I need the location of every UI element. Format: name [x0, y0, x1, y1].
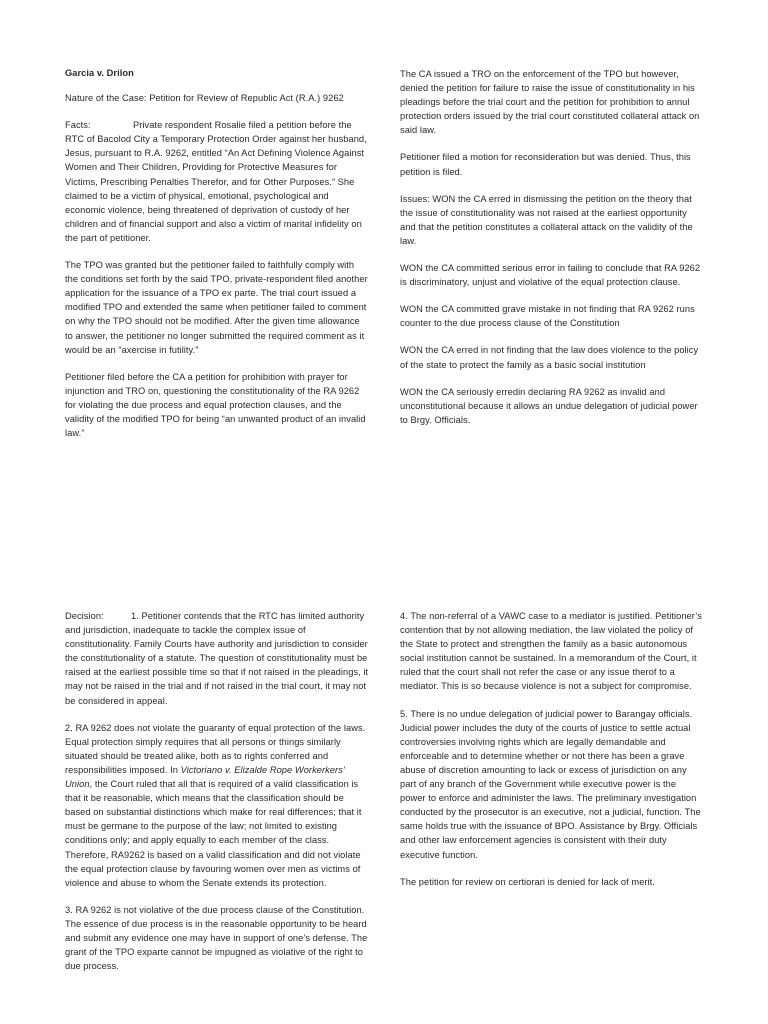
conclusion-paragraph: The petition for review on certiorari is denied for lack of merit.: [400, 876, 655, 887]
case-title: Garcia v. Drilon: [65, 68, 134, 78]
decision-2-case-name: Victoriano v. Elizalde Rope Workerkers’ Union: [65, 764, 345, 790]
decision-2-text-after: , the Court ruled that all that is required of a valid classification is that it be reasonable, which means that the classification should be based on substantial distinctions which make for real differences; that it must be germane to the purpose of the law; not limited to existing conditions only; and apply equally to each member of the class. Therefore, RA9262 is based on a valid classification and did not violate the equal protection clause by favouring women over men as victims of violence and abuse to whom the Senate extends its protection.: [65, 779, 362, 888]
decision-1-text: 1. Petitioner contends that the RTC has limited authority and jurisdiction, inadequate to tackle the complex issue of constitutionality. Family Courts have authority and jurisdiction to consider the constitutionality of a statute. The question of constitutionality must be raised at the earliest possible time so that if not raised in the pleadings, it may not be raised in the trial and if not raised in the trial court, it may not be considered in appeal.: [65, 611, 369, 706]
tro-paragraph: The CA issued a TRO on the enforcement of the TPO but however, denied the petition for failure to raise the issue of constitutionality in his pleadings before the trial court and the petition for prohibition to annul protection orders issued by the trial court constituted collateral attack on said law.: [400, 69, 700, 136]
issue-4: WON the CA erred in not finding that the law does violence to the policy of the state to protect the family as a basic social institution: [400, 345, 699, 370]
issue-5: WON the CA seriously erredin declaring RA 9262 as invalid and unconstitutional because it allows an undue delegation of judicial power to Brgy. Officials.: [400, 386, 698, 425]
facts-paragraph: [65, 118, 369, 245]
decision-3-paragraph: 3. RA 9262 is not violative of the due process clause of the Constitution. The essence of due process is in the reasonable opportunity to be heard and submit any evidence one may have in support of one’s defense. The grant of the TPO exparte cannot be impugned as violative of the right to due process.: [65, 904, 368, 972]
top-left-column: [65, 66, 369, 453]
facts-text: Private respondent Rosalie filed a petition before the RTC of Bacolod City a Temporary Protection Order against her husband, Jesus, pursuant to R.A. 9262, entitled “An Act Defining Violence Against Women and Their Children, Providing for Protective Measures for Victims, Prescribing Penalties Therefor, and for Other Purposes.” She claimed to be a victim of physical, emotional, psychological and economic violence, being threatened of deprivation of custody of her children and of financial support and also a victim of marital infidelity on the part of petitioner.: [65, 120, 367, 243]
tpo-paragraph: The TPO was granted but the petitioner failed to faithfully comply with the conditions set forth by the said TPO, private-respondent filed another application for the issuance of a TPO ex parte. The trial court issued a modified TPO and extended the same when petitioner failed to comment on why the TPO should not be modified. After the given time allowance to answer, the petitioner no longer submitted the required comment as it would be an “axercise in futility.”: [65, 260, 368, 355]
decision-2-paragraph: [65, 721, 369, 890]
decision-4-paragraph: 4. The non-referral of a VAWC case to a mediator is justified. Petitioner’s contention that by not allowing mediation, the law violated the policy of the State to protect and strengthen the family as a basic autonomous social institution cannot be sustained. In a memorandum of the Court, it ruled that the court shall not refer the case or any issue therof to a mediator. This is so because violence is not a subject for compromise.: [400, 611, 702, 692]
top-right-column: [400, 67, 704, 440]
reconsideration-paragraph: Petitioner filed a motion for reconsideration but was denied. Thus, this petition is filed.: [400, 152, 691, 177]
bottom-right-column: [400, 609, 704, 902]
decision-label: Decision:: [65, 611, 104, 621]
issue-3: WON the CA committed grave mistake in not finding that RA 9262 runs counter to the due process clause of the Constitution: [400, 304, 695, 329]
decision-2-text-before: 2. RA 9262 does not violate the guaranty of equal protection of the laws. Equal protection simply requires that all persons or things similarly situated should be treated alike, both as to rights conferred and responsibilities imposed. In: [65, 722, 366, 775]
nature-of-case: Nature of the Case: Petition for Review of Republic Act (R.A.) 9262: [65, 93, 344, 104]
ca-petition-paragraph: Petitioner filed before the CA a petition for prohibition with prayer for injunction and TRO on, questioning the constitutionality of the RA 9262 for violating the due process and equal protection clauses, and the validity of the modified TPO for being “an unwanted product of an invalid law.”: [65, 371, 366, 439]
facts-label: Facts:: [65, 120, 91, 131]
issue-1: Issues: WON the CA erred in dismissing the petition on the theory that the issue of constitutionality was not raised at the earliest opportunity and that the petition constitutes a collateral attack on the validity of the law.: [400, 193, 693, 246]
issue-2: WON the CA committed serious error in failing to conclude that RA 9262 is discriminatory, unjust and violative of the equal protection clause.: [400, 263, 701, 288]
bottom-left-column: [65, 609, 369, 986]
decision-1-paragraph: [65, 609, 369, 708]
decision-5-paragraph: 5. There is no undue delegation of judicial power to Barangay officials. Judicial power includes the duty of the courts of justice to settle actual controversies involving rights which are legally demandable and enforceable and to determine whether or not there has been a grave abuse of discretion amounting to lack or excess of jurisdiction on any part of any branch of the Government while executive power is the power to enforce and administer the laws. The preliminary investigation conducted by the prosecutor is an executive, not a judicial, function. The same holds true with the issuance of BPO. Assistance by Brgy. Officials and other law enforcement agencies is consistent with their duty executive function.: [400, 708, 701, 860]
